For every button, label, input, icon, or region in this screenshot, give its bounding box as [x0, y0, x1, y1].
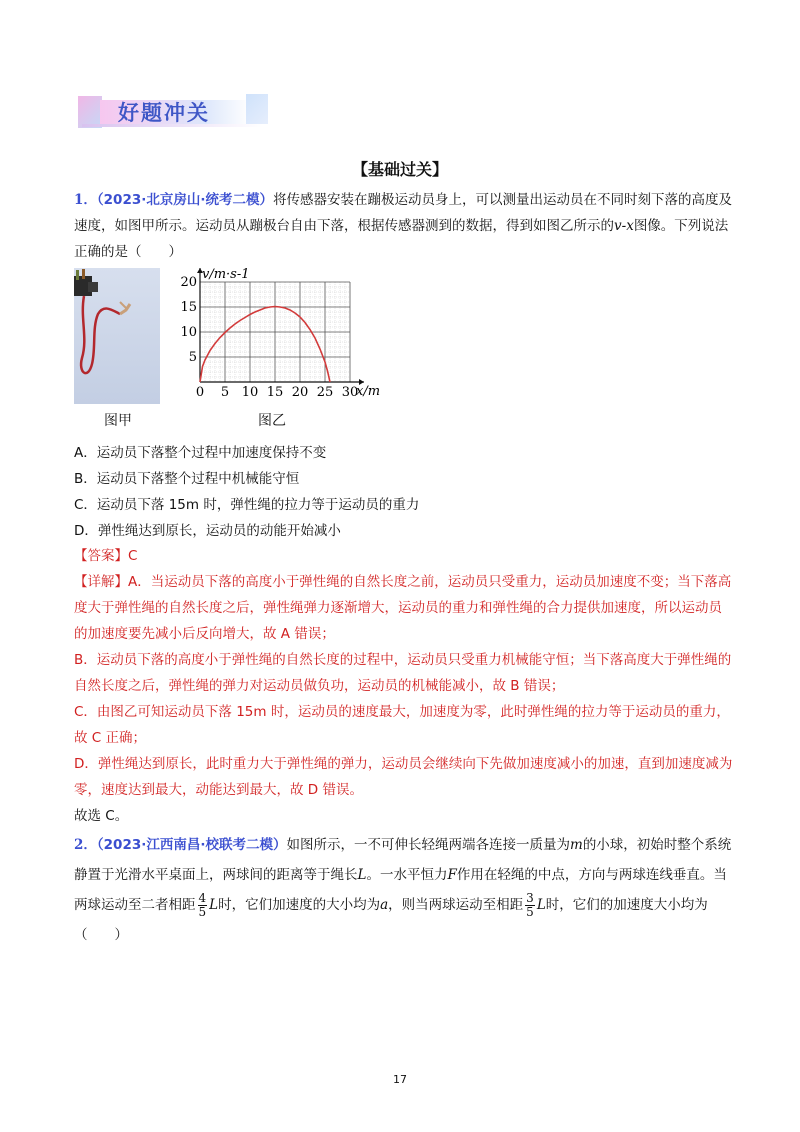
- var-f: F: [447, 867, 457, 883]
- analysis-b: B．运动员下落的高度小于弹性绳的自然长度的过程中，运动员只受重力机械能守恒；当下落高度大于弹性绳的自然长度之后，弹性绳的弹力对运动员做负功，运动员的机械能减小，故 B 错误；: [74, 652, 732, 694]
- question-1-var: v-x: [614, 218, 634, 234]
- section-banner: [78, 94, 273, 130]
- x-tick-label: 25: [316, 385, 334, 400]
- question-2-text-1: 如图所示，一不可伸长轻绳两端各连接一质量为: [286, 837, 570, 853]
- x-tick-label: 10: [241, 385, 259, 400]
- var-m: m: [570, 837, 583, 853]
- question-2-text-6: ，则当两球运动至相距: [388, 897, 524, 913]
- var-l-3: L: [536, 897, 546, 913]
- figure-b-caption: 图乙: [258, 413, 286, 429]
- option-b: B．运动员下落整个过程中机械能守恒: [74, 471, 300, 487]
- x-tick-label: 20: [291, 385, 309, 400]
- banner-title: 好题冲关: [118, 101, 210, 125]
- var-l: L: [357, 867, 367, 883]
- x-tick-label: 30: [341, 385, 359, 400]
- question-2-number: 2．: [74, 837, 97, 853]
- question-2-text-4: 作用在轻绳的中点，方向与两球连线垂直。当两球运动至二者相距: [74, 867, 727, 913]
- banner-decoration-right: [246, 94, 268, 124]
- chart-axes: [197, 268, 364, 385]
- x-axis-label: x/m: [356, 384, 380, 399]
- question-1-text: 将传感器安装在蹦极运动员身上，可以测量出运动员在不同时刻下落的高度及速度，如图甲所示。运动员从蹦极台自由下落，根据传感器测到的数据，得到如图乙所示的: [74, 192, 732, 234]
- x-tick-label: 0: [195, 385, 205, 400]
- question-2-text-2: 的小球，初始时整个系统静置于光滑水平桌面上，两球间的距离等于绳长: [74, 837, 732, 883]
- option-d: D．弹性绳达到原长，运动员的动能开始减小: [74, 523, 341, 539]
- bungee-photo: [74, 268, 160, 404]
- y-tick-label: 20: [180, 275, 197, 290]
- chart-ticks: [180, 275, 358, 400]
- bungee-photo-illustration: [74, 268, 160, 404]
- y-tick-label: 5: [188, 350, 197, 365]
- question-1-stem: [74, 187, 734, 265]
- analysis-d: D．弹性绳达到原长，此时重力大于弹性绳的弹力，运动员会继续向下先做加速度减小的加速，直到加速度减为零，速度达到最大，动能达到最大，故 D 错误。: [74, 756, 733, 798]
- vx-chart: [180, 262, 380, 410]
- question-1-source: （2023·北京房山·统考二模）: [96, 192, 273, 208]
- section-heading: 【基础过关】: [351, 160, 448, 179]
- question-2-text-3: 。一水平恒力: [366, 867, 448, 883]
- analysis-a: 【详解】A．当运动员下落的高度小于弹性绳的自然长度之前，运动员只受重力，运动员加速度不变；当下落高度大于弹性绳的自然长度之后，弹性绳弹力逐渐增大，运动员的重力和弹性绳的合力提供加速度，所以运动员的加速度要先减小后反向增大，故 A 错误；: [74, 574, 732, 642]
- question-2-text-7: 时，它们的加速度大小均为（ ）: [74, 897, 708, 943]
- x-tick-label: 15: [266, 385, 284, 400]
- var-a: a: [380, 897, 389, 913]
- fraction-four-fifths: $\frac{4}{5}$: [198, 891, 207, 919]
- figure-a-caption: 图甲: [104, 413, 132, 429]
- y-axis-label: v/m·s-1: [202, 267, 250, 282]
- option-c: C．运动员下落 15m 时，弹性绳的拉力等于运动员的重力: [74, 497, 420, 513]
- question-2-source: （2023·江西南昌·校联考二模）: [96, 837, 287, 853]
- y-tick-label: 15: [180, 300, 197, 315]
- question-1-number: 1．: [74, 192, 97, 208]
- page-number: 17: [393, 1073, 407, 1086]
- var-l-2: L: [209, 897, 219, 913]
- option-a: A．运动员下落整个过程中加速度保持不变: [74, 445, 327, 461]
- chart-grid: [200, 282, 350, 382]
- y-tick-label: 10: [180, 325, 197, 340]
- answer: 【答案】C: [74, 548, 138, 564]
- conclusion: 故选 C。: [74, 808, 129, 824]
- question-2-text-5: 时，它们加速度的大小均为: [218, 897, 381, 913]
- fraction-three-fifths: $\frac{3}{5}$: [526, 891, 534, 919]
- analysis-c: C．由图乙可知运动员下落 15m 时，运动员的速度最大，加速度为零，此时弹性绳的拉力等于运动员的重力，故 C 正确；: [74, 704, 730, 746]
- question-1-text-end: 图像。下列说法正确的是（ ）: [74, 218, 729, 260]
- x-tick-label: 5: [220, 385, 230, 400]
- question-2-stem: [74, 830, 734, 950]
